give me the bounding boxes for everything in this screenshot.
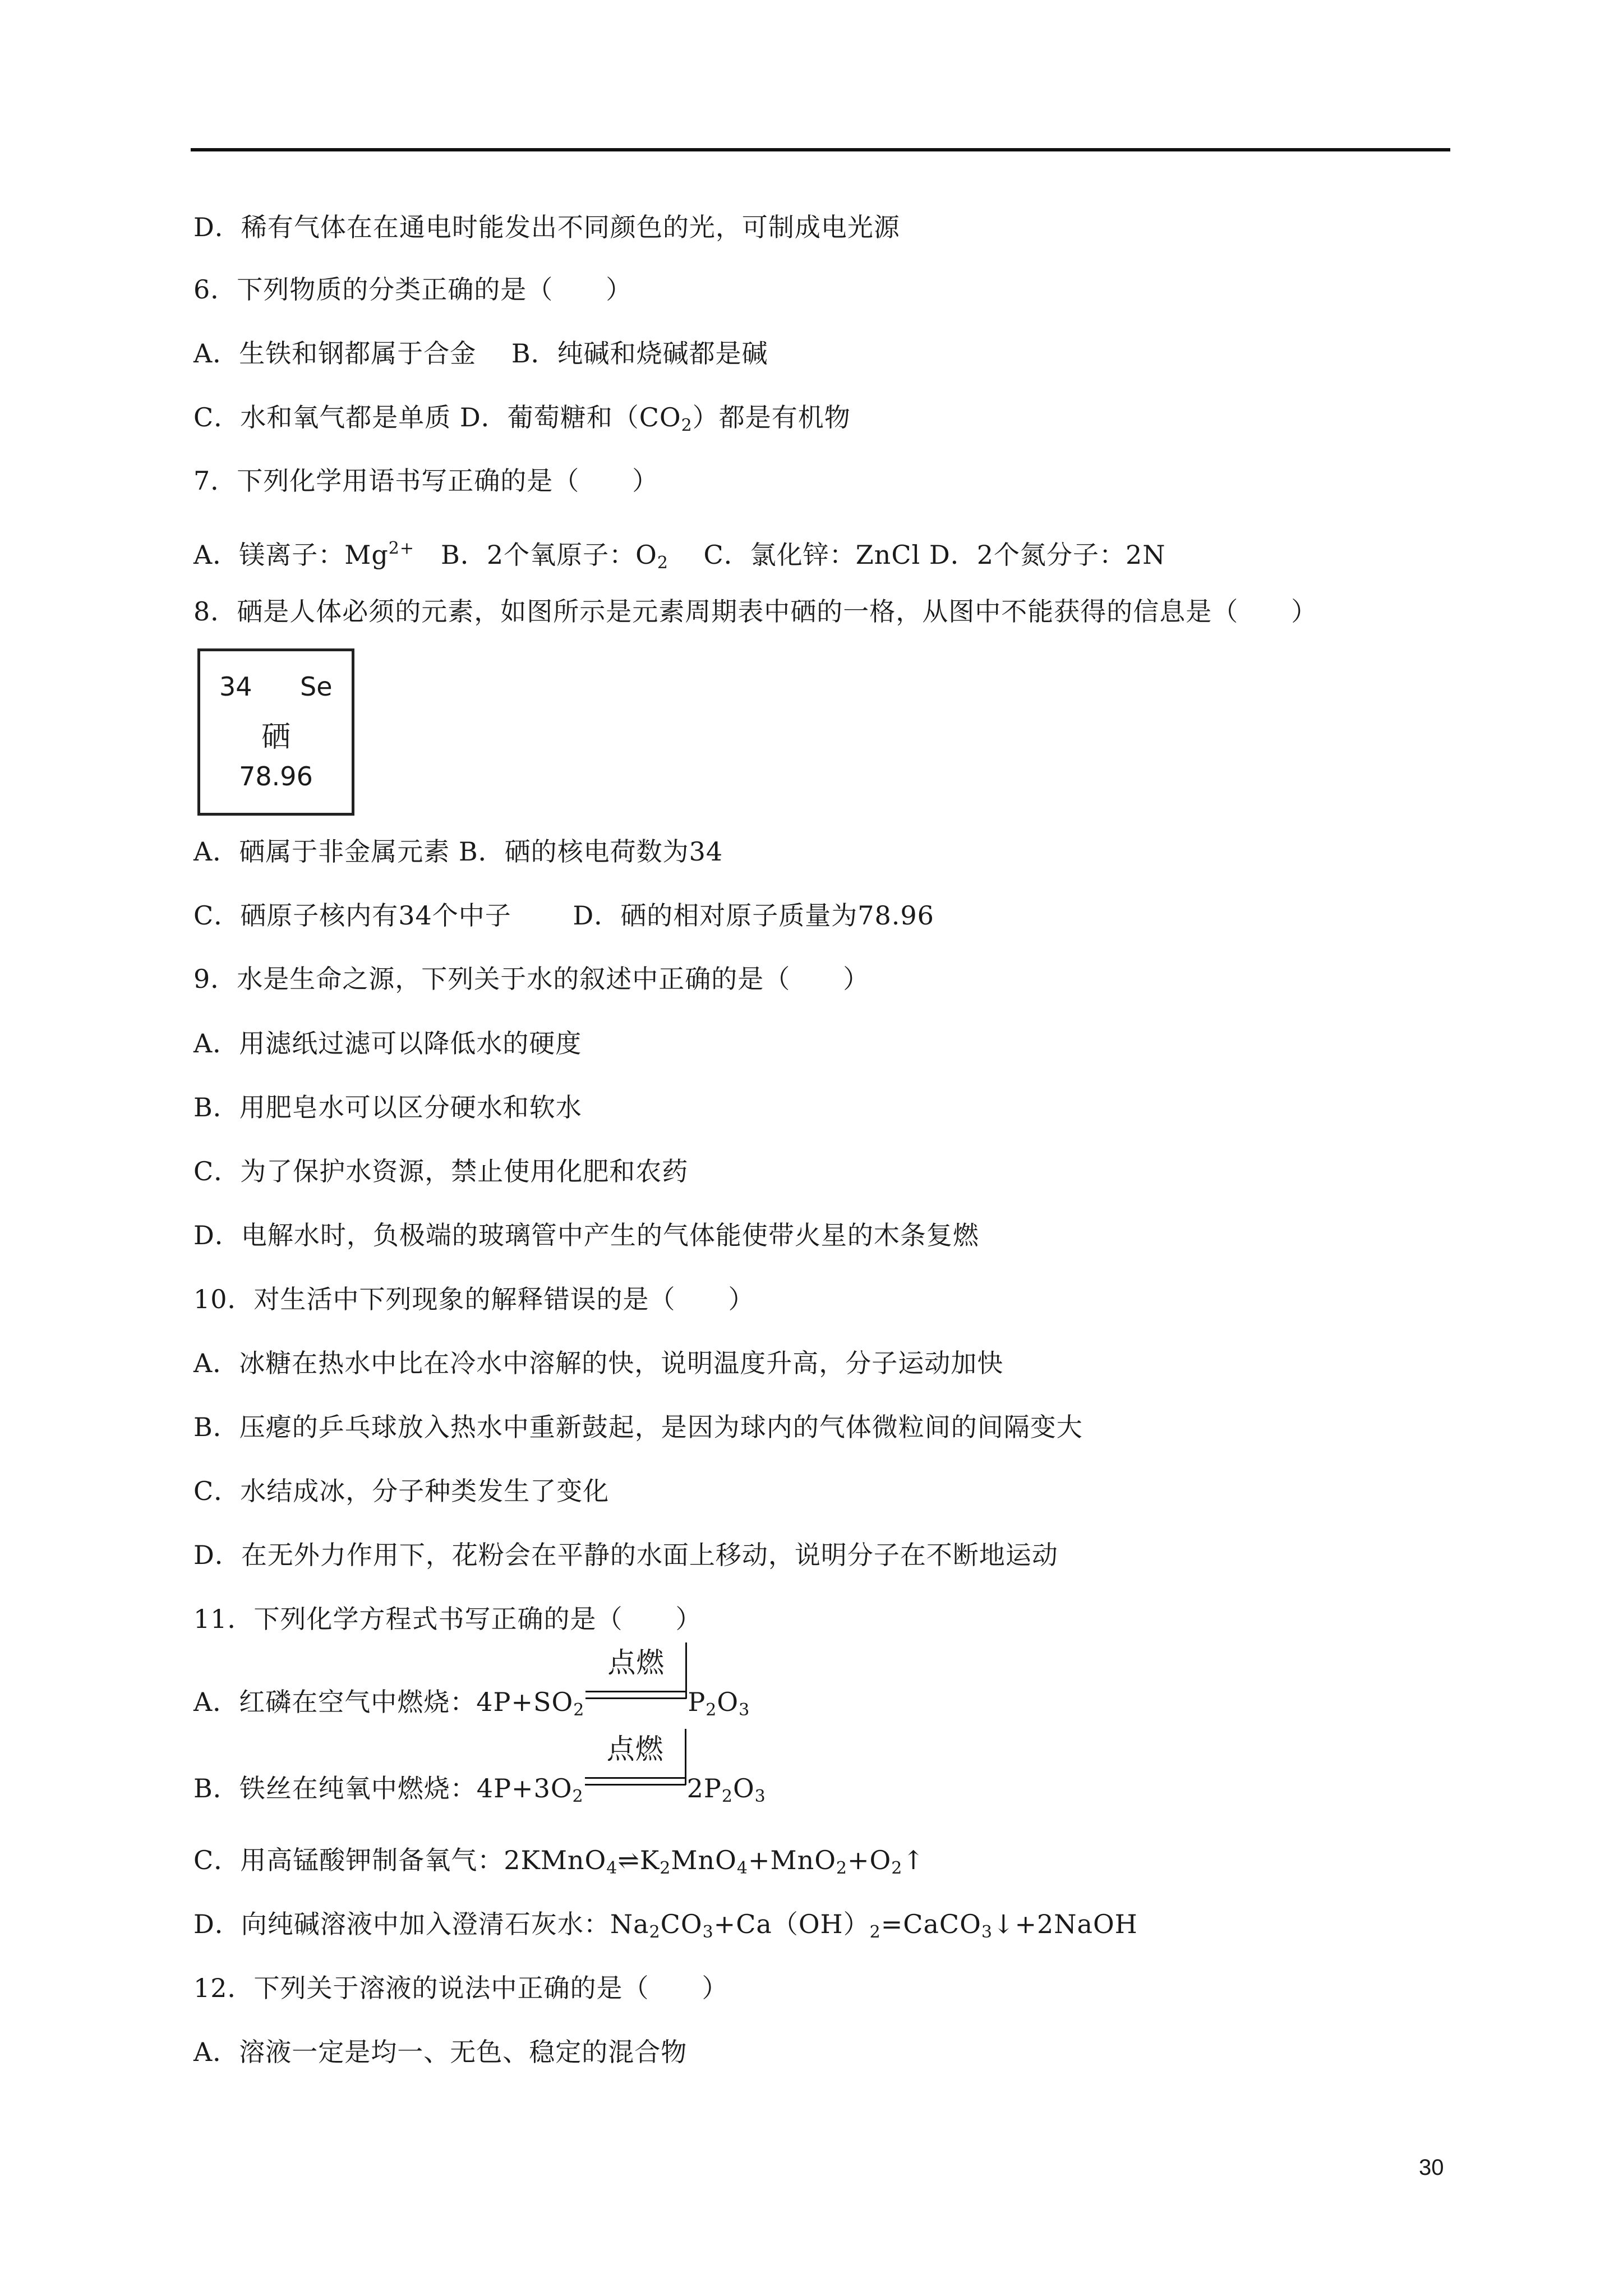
q8-options-ab: A．硒属于非金属元素 B．硒的核电荷数为34: [193, 836, 723, 867]
q11-b-rhs: 2P: [686, 1773, 722, 1803]
condition-label: 点燃: [606, 1733, 664, 1765]
q6-c-sub: 2: [681, 416, 693, 435]
q9-option-c: C．为了保护水资源，禁止使用化肥和农药: [193, 1156, 689, 1186]
periodic-table-tile: [197, 648, 354, 816]
sub-2: 2: [649, 1922, 661, 1942]
q11-c-mno: MnO: [671, 1845, 737, 1875]
q6-options-ab: A．生铁和钢都属于合金 B．纯碱和烧碱都是碱: [193, 338, 768, 369]
q11-d-lhs: D．向纯碱溶液中加入澄清石灰水：Na: [193, 1909, 649, 1939]
q12-option-a: A．溶液一定是均一、无色、稳定的混合物: [193, 2037, 688, 2067]
q9-option-d: D．电解水时，负极端的玻璃管中产生的气体能使带火星的木条复燃: [193, 1220, 979, 1250]
atomic-number: 34: [219, 671, 252, 702]
q6-c-tail: ）都是有机物: [692, 402, 851, 432]
q9-option-b: B．用肥皂水可以区分硬水和软水: [193, 1092, 582, 1122]
sub-3: 3: [754, 1787, 766, 1806]
sub-4: 4: [606, 1858, 618, 1878]
sub-2: 2: [660, 1858, 671, 1878]
q7-a-sup: 2+: [388, 539, 415, 558]
question-8: 8．硒是人体必须的元素，如图所示是元素周期表中硒的一格，从图中不能获得的信息是（ ）: [193, 596, 1318, 627]
sub-3: 3: [739, 1700, 750, 1720]
option-d-prev: D．稀有气体在在通电时能发出不同颜色的光，可制成电光源: [193, 212, 900, 242]
q10-option-b: B．压瘪的乒乓球放入热水中重新鼓起，是因为球内的气体微粒间的间隔变大: [193, 1412, 1083, 1442]
page-number: 30: [1419, 2155, 1444, 2180]
sub-2: 2: [721, 1787, 733, 1806]
reaction-condition: [585, 1646, 686, 1714]
q11-c-lhs: C．用高锰酸钾制备氧气：2KMnO: [193, 1845, 607, 1875]
question-11: 11．下列化学方程式书写正确的是（ ）: [193, 1604, 702, 1634]
q11-c-o: +O: [847, 1845, 892, 1875]
q11-option-c: [193, 1843, 925, 1885]
question-9: 9．水是生命之源，下列关于水的叙述中正确的是（ ）: [193, 964, 870, 994]
question-10: 10．对生活中下列现象的解释错误的是（ ）: [193, 1284, 755, 1314]
q11-option-a: [193, 1646, 750, 1727]
q11-a-rhs: P: [688, 1687, 706, 1717]
q11-d-ca: +Ca（OH）: [713, 1909, 870, 1939]
q11-option-d: [193, 1907, 1138, 1949]
q11-c-k: ⇌K: [617, 1845, 660, 1875]
element-name: 硒: [261, 720, 291, 754]
q8-options-cd: C．硒原子核内有34个中子 D．硒的相对原子质量为78.96: [193, 900, 934, 931]
question-7: 7．下列化学用语书写正确的是（ ）: [193, 466, 659, 496]
q11-option-b: [193, 1733, 766, 1814]
q10-option-c: C．水结成冰，分子种类发生了变化: [193, 1476, 610, 1506]
q10-option-a: A．冰糖在热水中比在冷水中溶解的快，说明温度升高，分子运动加快: [193, 1348, 1004, 1378]
q7-b-sub: 2: [657, 553, 668, 573]
question-12: 12．下列关于溶液的说法中正确的是（ ）: [193, 1973, 728, 2003]
reaction-condition: [585, 1733, 686, 1801]
sub-2: 2: [706, 1700, 717, 1720]
q7-cd: C．氯化锌：ZnCl D．2个氮分子：2N: [668, 540, 1166, 570]
q11-b-o: O: [732, 1773, 755, 1803]
element-symbol: Se: [300, 671, 333, 702]
atomic-mass: 78.96: [239, 761, 313, 792]
q11-b-lhs: B．铁丝在纯氧中燃烧：4P+3O: [193, 1773, 573, 1803]
q7-options: [193, 532, 1166, 580]
question-6: 6．下列物质的分类正确的是（ ）: [193, 274, 633, 305]
gas-arrow-icon: ↑: [902, 1845, 925, 1875]
sub-2: 2: [836, 1858, 848, 1878]
q11-d-caco: =CaCO: [880, 1909, 981, 1939]
sub-3: 3: [702, 1922, 714, 1942]
q11-c-mno2: +MnO: [748, 1845, 836, 1875]
q11-a-o: O: [717, 1687, 739, 1717]
q11-a-lhs: A．红磷在空气中燃烧：4P+SO: [193, 1687, 574, 1717]
sub-2: 2: [869, 1922, 881, 1942]
q6-options-cd: [193, 401, 851, 443]
header-rule: [191, 148, 1450, 151]
sub-2: 2: [891, 1858, 903, 1878]
sub-3: 3: [981, 1922, 993, 1942]
q10-option-d: D．在无外力作用下，花粉会在平静的水面上移动，说明分子在不断地运动: [193, 1540, 1058, 1570]
q11-b-sub: 2: [572, 1787, 584, 1806]
q11-d-co: CO: [660, 1909, 703, 1939]
q11-d-tail: ↓+2NaOH: [992, 1909, 1138, 1939]
sub-4: 4: [736, 1858, 748, 1878]
q6-c-text: C．水和氧气都是单质 D．葡萄糖和（CO: [193, 402, 681, 432]
q11-a-sub: 2: [573, 1700, 585, 1720]
q9-option-a: A．用滤纸过滤可以降低水的硬度: [193, 1028, 582, 1059]
condition-label: 点燃: [607, 1646, 665, 1679]
q7-a: A．镁离子：Mg: [193, 540, 389, 570]
q7-b: B．2个氧原子：O: [414, 540, 657, 570]
